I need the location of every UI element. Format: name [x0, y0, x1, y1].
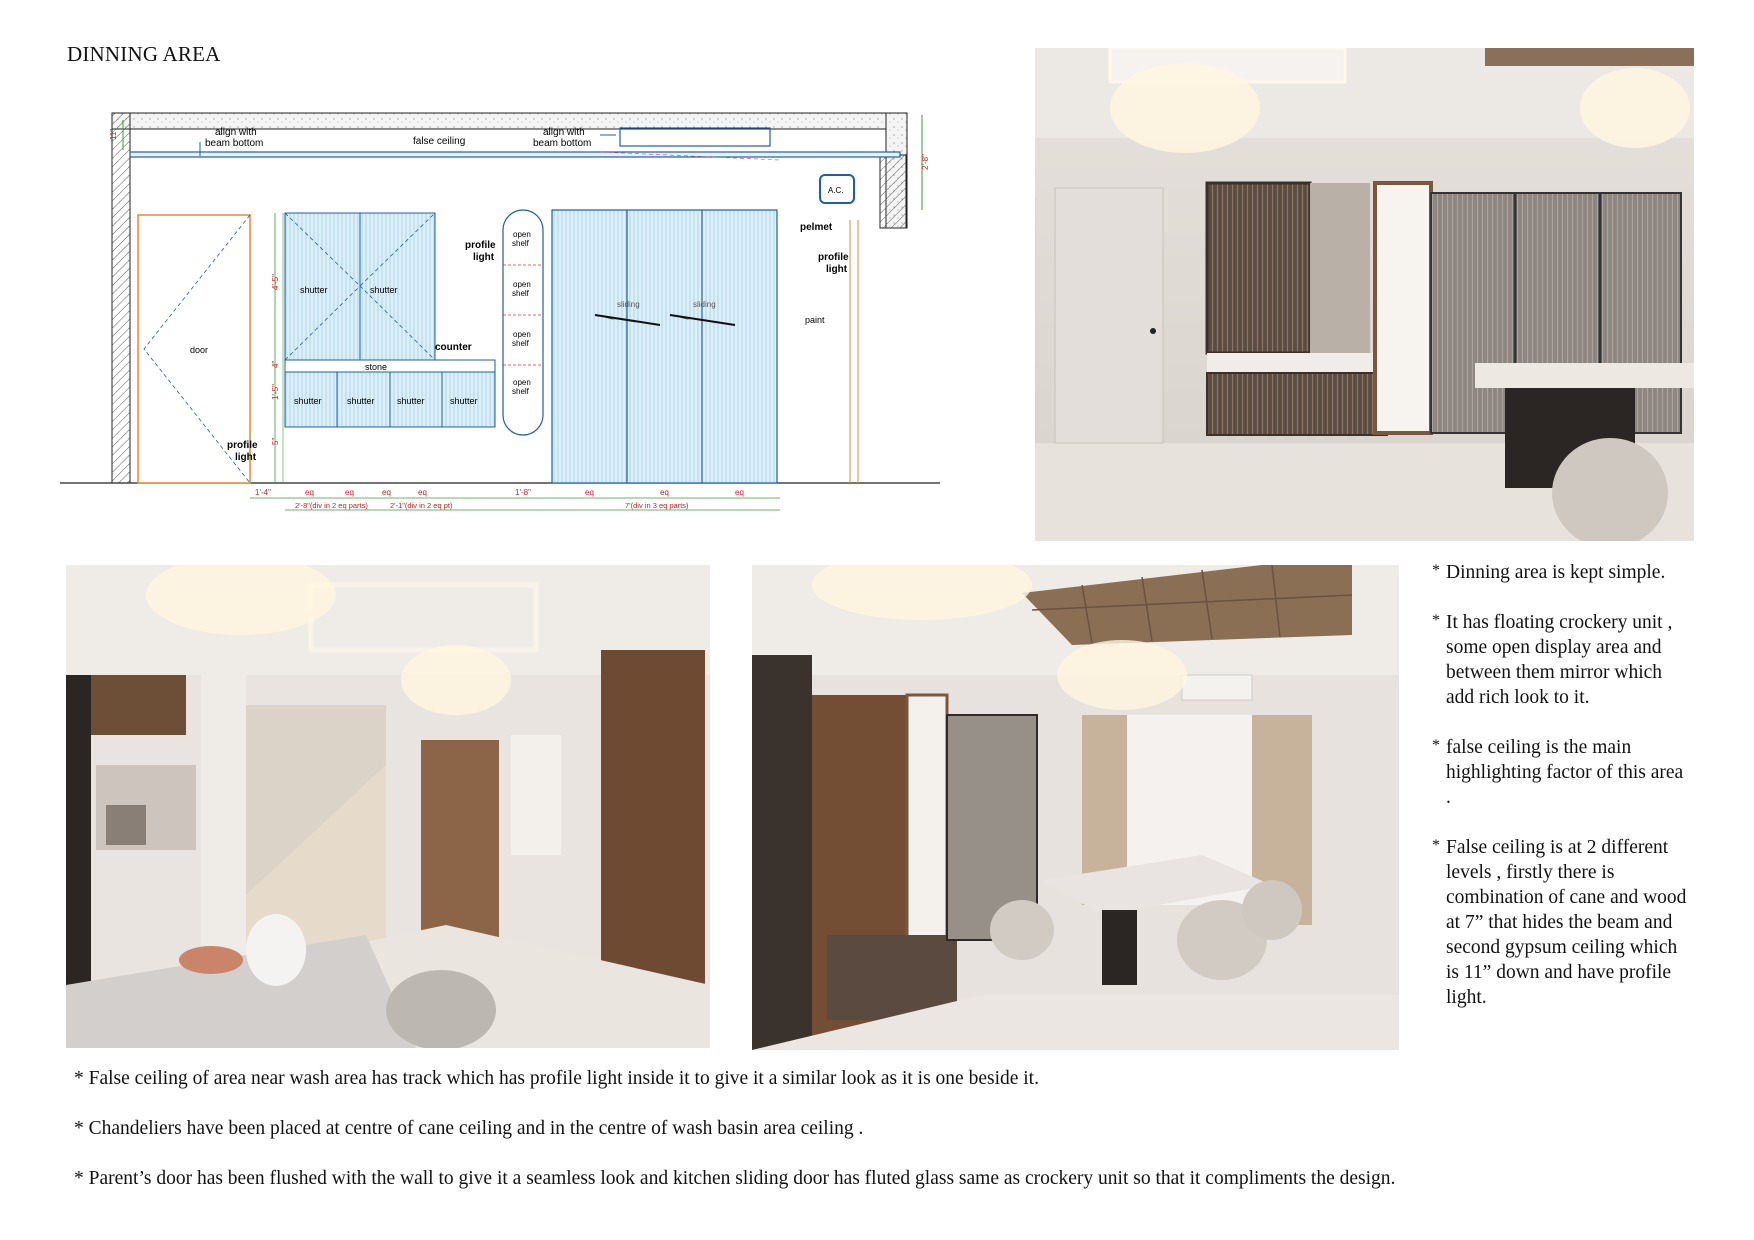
svg-text:shelf: shelf — [512, 289, 529, 298]
svg-text:profile: profile — [465, 240, 496, 251]
svg-text:align with: align with — [543, 127, 585, 138]
svg-text:1'-5": 1'-5" — [271, 384, 280, 400]
svg-text:false ceiling: false ceiling — [413, 136, 466, 147]
note-item: * False ceiling of area near wash area has track which has profile light inside it to give it a similar look as it is one beside it. — [74, 1068, 1039, 1089]
svg-text:open: open — [513, 378, 531, 387]
svg-text:1'-4": 1'-4" — [255, 488, 271, 497]
page-title: DINNING AREA — [67, 42, 221, 66]
svg-text:shutter: shutter — [300, 285, 328, 295]
svg-text:eq: eq — [382, 488, 391, 497]
note-item: * False ceiling is at 2 different levels , firstly there is combination of cane and wood at 7” that hides the beam and second gypsum ceiling which is 11” down and have profile light. — [1432, 835, 1687, 1010]
svg-text:sliding: sliding — [617, 300, 640, 309]
svg-text:shelf: shelf — [512, 387, 529, 396]
svg-text:eq: eq — [585, 488, 594, 497]
svg-text:7'(div in 3 eq parts): 7'(div in 3 eq parts) — [625, 501, 689, 510]
svg-text:light: light — [235, 452, 257, 463]
svg-text:sliding: sliding — [693, 300, 716, 309]
svg-text:A.C.: A.C. — [828, 186, 844, 195]
svg-text:align with: align with — [215, 127, 257, 138]
elevation-drawing — [60, 100, 960, 520]
svg-text:shutter: shutter — [294, 396, 322, 406]
svg-text:pelmet: pelmet — [800, 222, 833, 233]
svg-text:shutter: shutter — [347, 396, 375, 406]
svg-text:4": 4" — [271, 360, 280, 368]
svg-text:eq: eq — [345, 488, 354, 497]
svg-text:profile: profile — [227, 440, 258, 451]
render-dining-table — [752, 565, 1399, 1050]
svg-text:beam bottom: beam bottom — [533, 138, 592, 149]
render-dining-crockery — [1035, 48, 1694, 541]
svg-text:stone: stone — [365, 362, 388, 372]
svg-text:open: open — [513, 280, 531, 289]
sliding-door — [552, 210, 777, 483]
svg-text:open: open — [513, 230, 531, 239]
svg-text:eq: eq — [418, 488, 427, 497]
svg-text:shutter: shutter — [397, 396, 425, 406]
svg-text:eq: eq — [305, 488, 314, 497]
design-notes-right — [1432, 560, 1687, 1035]
note-item: * false ceiling is the main highlighting factor of this area . — [1432, 735, 1687, 810]
note-item: * Chandeliers have been placed at centre of cane ceiling and in the centre of wash basin area ceiling . — [74, 1118, 864, 1139]
svg-text:paint: paint — [805, 315, 825, 325]
note-item: * Dinning area is kept simple. — [1432, 560, 1687, 585]
left-wall — [112, 113, 130, 483]
counter-stone — [285, 360, 495, 372]
svg-text:beam bottom: beam bottom — [205, 138, 264, 149]
note-item: * Parent’s door has been flushed with the wall to give it a seamless look and kitchen sliding door has fluted glass same as crockery unit so that it compliments the design. — [74, 1168, 1396, 1189]
svg-text:shutter: shutter — [370, 285, 398, 295]
svg-text:light: light — [473, 252, 495, 263]
svg-text:shelf: shelf — [512, 339, 529, 348]
svg-text:2'-8": 2'-8" — [921, 154, 930, 170]
svg-text:5": 5" — [271, 437, 280, 445]
svg-text:2'-8"(div in 2 eq parts): 2'-8"(div in 2 eq parts) — [295, 501, 368, 510]
svg-text:door: door — [190, 345, 209, 355]
false-ceiling — [130, 152, 900, 157]
svg-text:1'-8": 1'-8" — [515, 488, 531, 497]
svg-text:4'-5": 4'-5" — [271, 274, 280, 290]
render-dining-staircase — [66, 565, 710, 1048]
svg-text:shelf: shelf — [512, 239, 529, 248]
svg-text:open: open — [513, 330, 531, 339]
svg-text:counter: counter — [435, 342, 472, 353]
svg-text:2'-1"(div in 2 eq pt): 2'-1"(div in 2 eq pt) — [390, 501, 453, 510]
note-item: * It has floating crockery unit , some open display area and between them mirror which add rich look to it. — [1432, 610, 1687, 710]
svg-text:eq: eq — [735, 488, 744, 497]
svg-text:11": 11" — [109, 128, 118, 140]
svg-text:eq: eq — [660, 488, 669, 497]
svg-text:profile: profile — [818, 252, 849, 263]
design-notes-bottom — [74, 1066, 1694, 1216]
svg-text:shutter: shutter — [450, 396, 478, 406]
svg-text:light: light — [826, 264, 848, 275]
